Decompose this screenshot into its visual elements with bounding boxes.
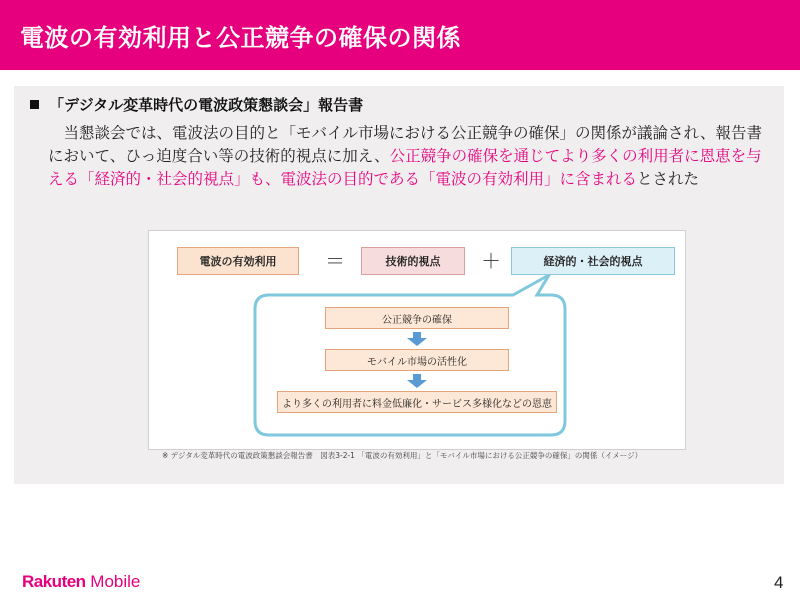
flow-step-user-benefit: より多くの利用者に料金低廉化・サービス多様化などの恩恵 (277, 391, 557, 413)
down-arrow-icon (407, 332, 427, 346)
paragraph-highlight: 公正競争の確保を通じてより多くの利用者に恩恵を与える「経済的・社会的視点」も、電波法の目的である「電波の有効利用」に含まれる (48, 147, 762, 188)
technical-view-box: 技術的視点 (361, 247, 465, 275)
body-paragraph (48, 122, 768, 191)
section-heading (30, 94, 363, 115)
relationship-diagram (148, 230, 686, 450)
slide-title: 電波の有効利用と公正競争の確保の関係 (20, 24, 461, 52)
paragraph-text-1: 当懇談会では、電波法の目的と「モバイル市場における公正競争の確保」の関係が議論され、報告書において、ひっ迫度合い等の技術的視点に加え、 (48, 124, 762, 165)
paragraph-text-2: とされた (637, 170, 700, 188)
section-heading-text: 「デジタル変革時代の電波政策懇談会」報告書 (49, 96, 364, 114)
flow-step-fair-competition: 公正競争の確保 (325, 307, 509, 329)
rakuten-mobile-logo: Rakuten Mobile (22, 572, 141, 591)
effective-use-box: 電波の有効利用 (177, 247, 299, 275)
economic-social-view-box: 経済的・社会的視点 (511, 247, 675, 275)
plus-sign: ＋ (481, 249, 501, 273)
flow-step-market-activation: モバイル市場の活性化 (325, 349, 509, 371)
page-number: 4 (774, 573, 784, 592)
diagram-footnote: ※ デジタル変革時代の電波政策懇談会報告書 図表3-2-1 「電波の有効利用」と「モバイル市場における公正競争の確保」の関係（イメージ） (162, 451, 643, 460)
square-bullet-icon (30, 100, 39, 109)
content-panel (14, 86, 784, 484)
down-arrow-icon (407, 374, 427, 388)
title-bar (0, 0, 800, 70)
equals-sign: ＝ (325, 249, 345, 273)
